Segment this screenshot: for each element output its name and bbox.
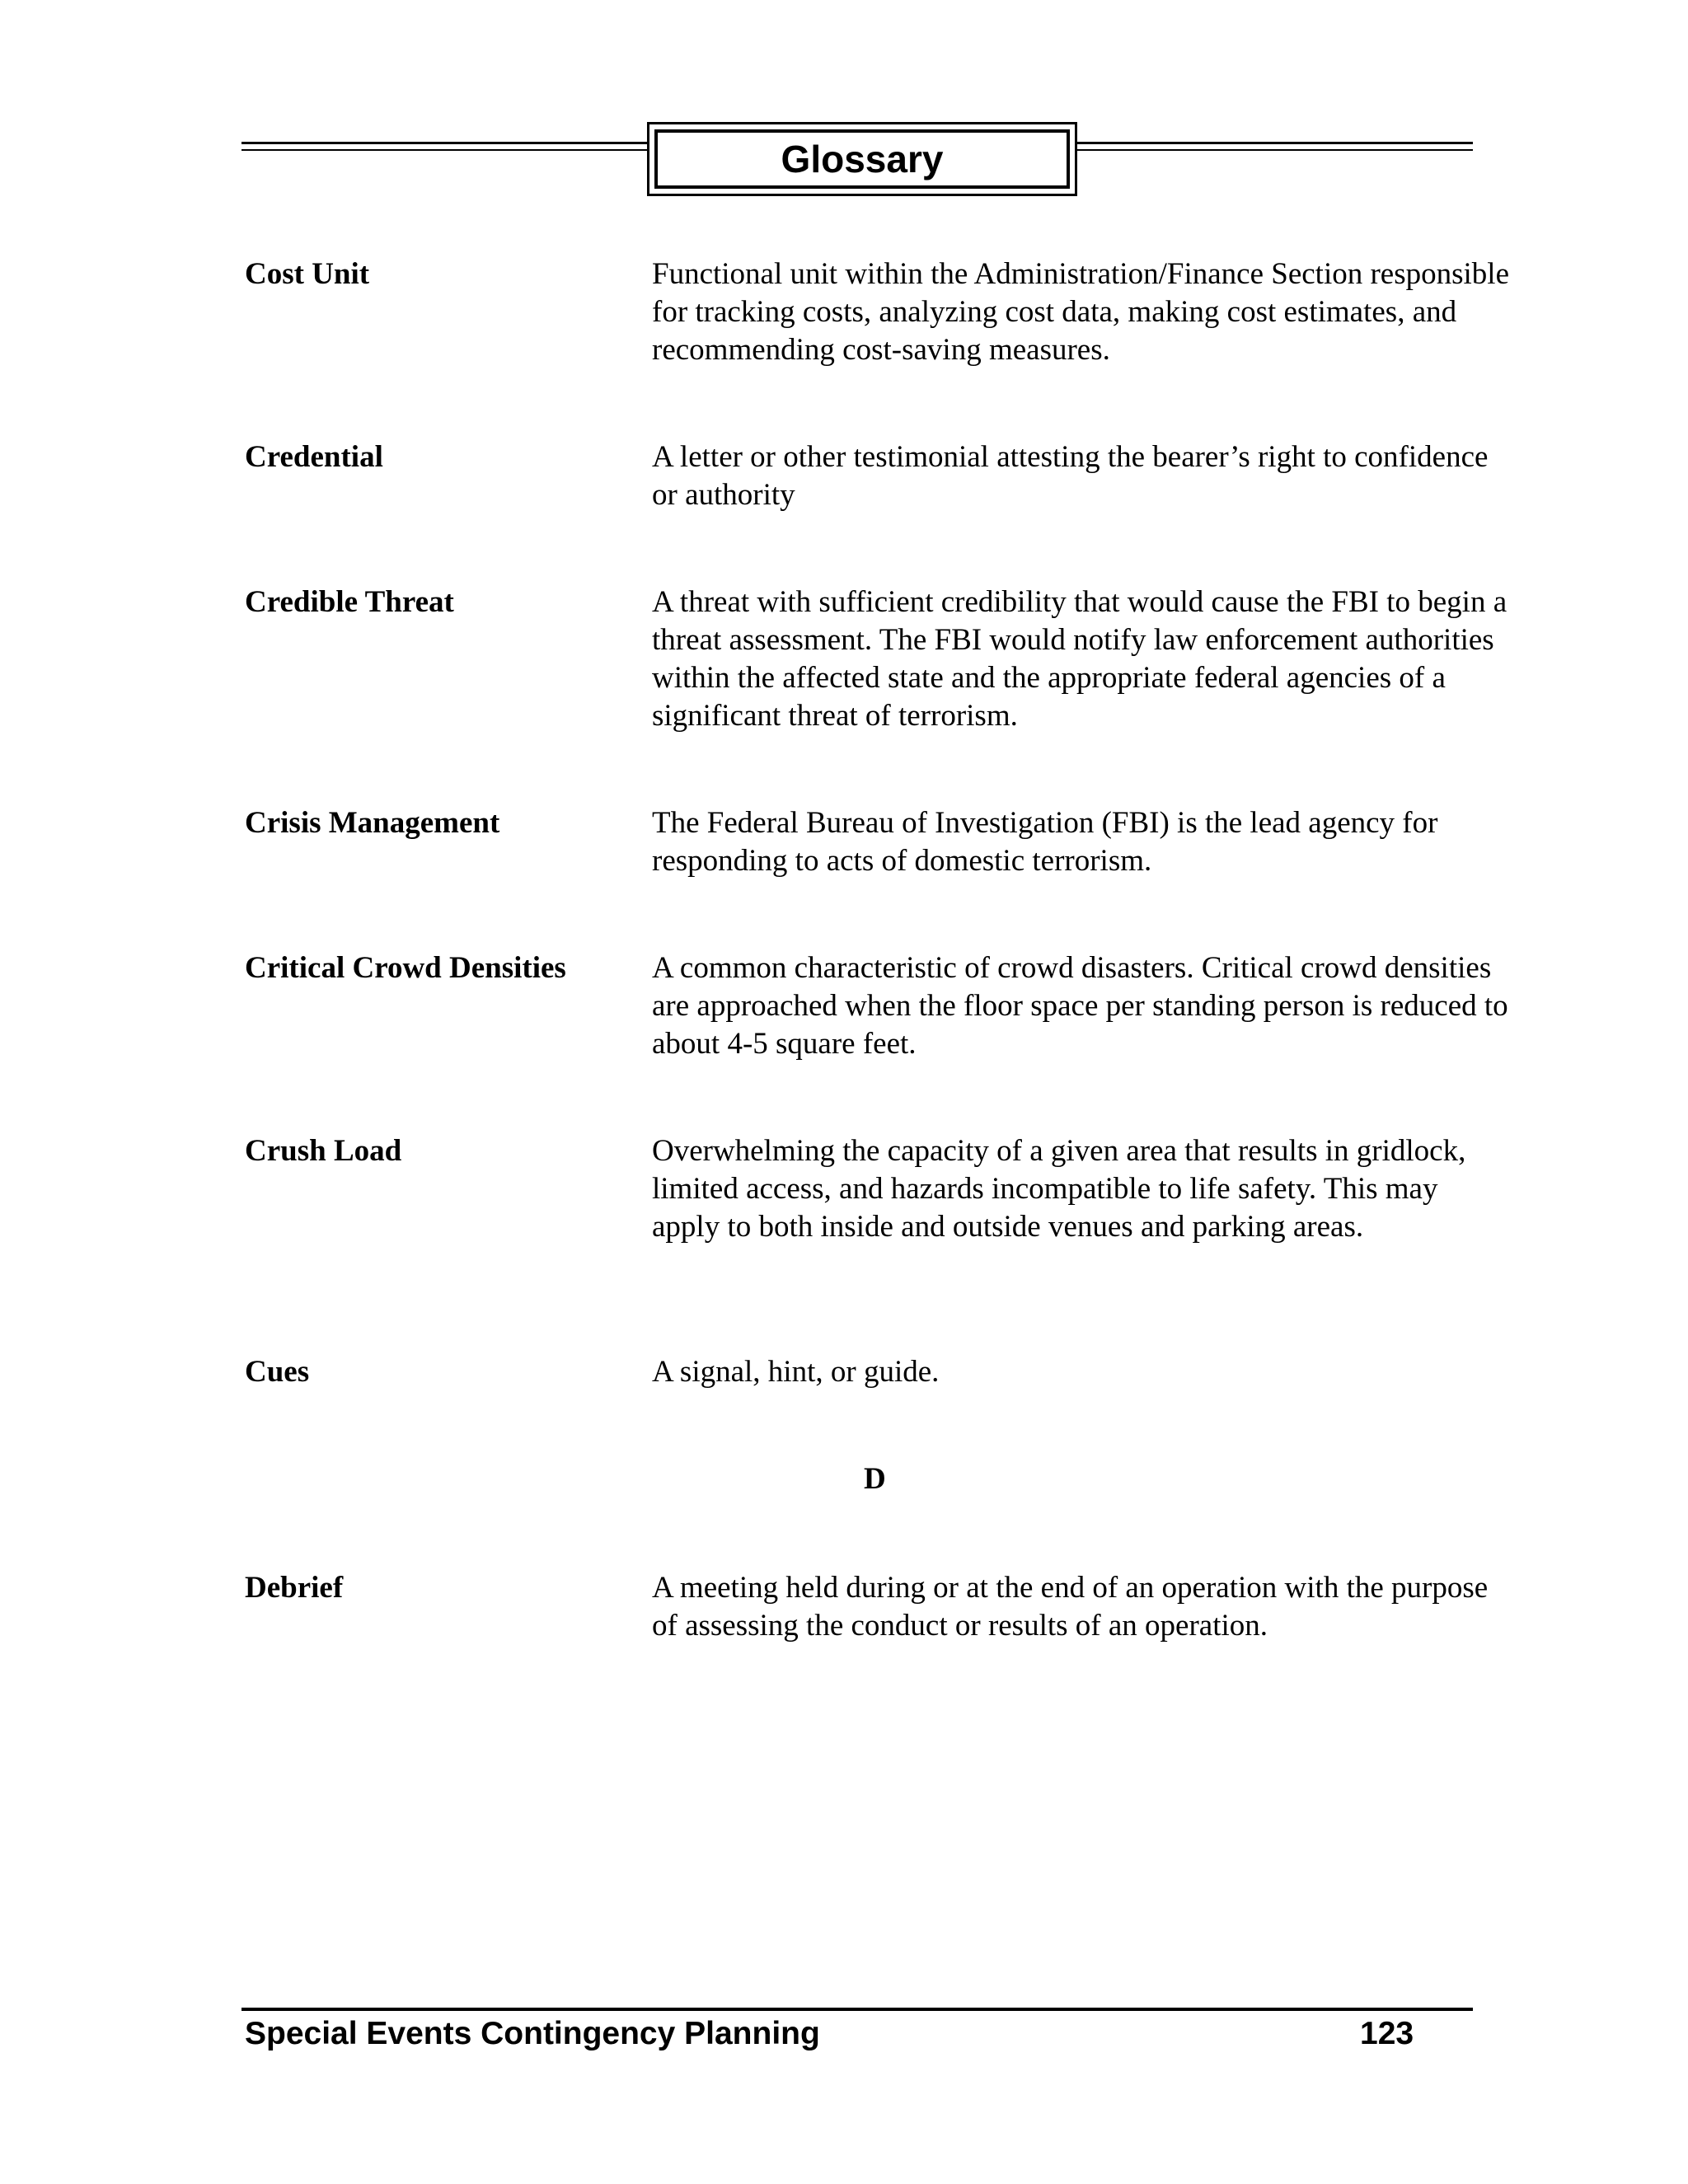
glossary-definition: The Federal Bureau of Investigation (FBI) is the lead agency for responding to acts of domestic terrorism. bbox=[652, 806, 1438, 878]
glossary-definition: A threat with sufficient credibility that would cause the FBI to begin a threat assessment. The FBI would notify law enforcement authorities within the affected state and the appropriate federal agencies of a significant threat of terrorism. bbox=[652, 585, 1507, 733]
glossary-definition: A signal, hint, or guide. bbox=[652, 1355, 940, 1389]
glossary-term: Crush Load bbox=[245, 1134, 402, 1168]
glossary-definition: A meeting held during or at the end of an operation with the purpose of assessing the conduct or results of an operation. bbox=[652, 1571, 1489, 1643]
page-number: 123 bbox=[1360, 2016, 1414, 2051]
glossary-term: Crisis Management bbox=[245, 806, 500, 840]
glossary-term: Debrief bbox=[245, 1571, 344, 1605]
glossary-term: Credible Threat bbox=[245, 585, 454, 619]
page-title: Glossary bbox=[781, 138, 944, 180]
glossary-definition: Overwhelming the capacity of a given area that results in gridlock, limited access, and hazards incompatible to life safety. This may apply to both inside and outside venues and parking areas. bbox=[652, 1134, 1466, 1244]
glossary-definition: A letter or other testimonial attesting the bearer’s right to confidence or authority bbox=[652, 440, 1489, 512]
glossary-term: Cost Unit bbox=[245, 257, 370, 291]
glossary-definition: A common characteristic of crowd disasters. Critical crowd densities are approached when the floor space per standing person is reduced to about 4-5 square feet. bbox=[652, 951, 1508, 1061]
header-rule-right-bottom bbox=[1076, 149, 1473, 151]
title-box-inner bbox=[654, 129, 1070, 189]
header-rule-left-bottom bbox=[241, 149, 650, 151]
header-rule-left-top bbox=[241, 142, 650, 144]
title-box bbox=[647, 122, 1077, 196]
glossary-term: Critical Crowd Densities bbox=[245, 951, 566, 985]
glossary-term: Cues bbox=[245, 1355, 310, 1389]
section-letter-heading: D bbox=[864, 1462, 886, 1496]
page-header bbox=[241, 122, 1473, 196]
footer-document-title: Special Events Contingency Planning bbox=[245, 2016, 820, 2051]
glossary-term: Credential bbox=[245, 440, 383, 474]
footer-rule bbox=[241, 2008, 1473, 2011]
header-rule-right-top bbox=[1076, 142, 1473, 144]
glossary-definition: Functional unit within the Administration/Finance Section responsible for tracking costs, analyzing cost data, making cost estimates, and recommending cost-saving measures. bbox=[652, 257, 1509, 367]
